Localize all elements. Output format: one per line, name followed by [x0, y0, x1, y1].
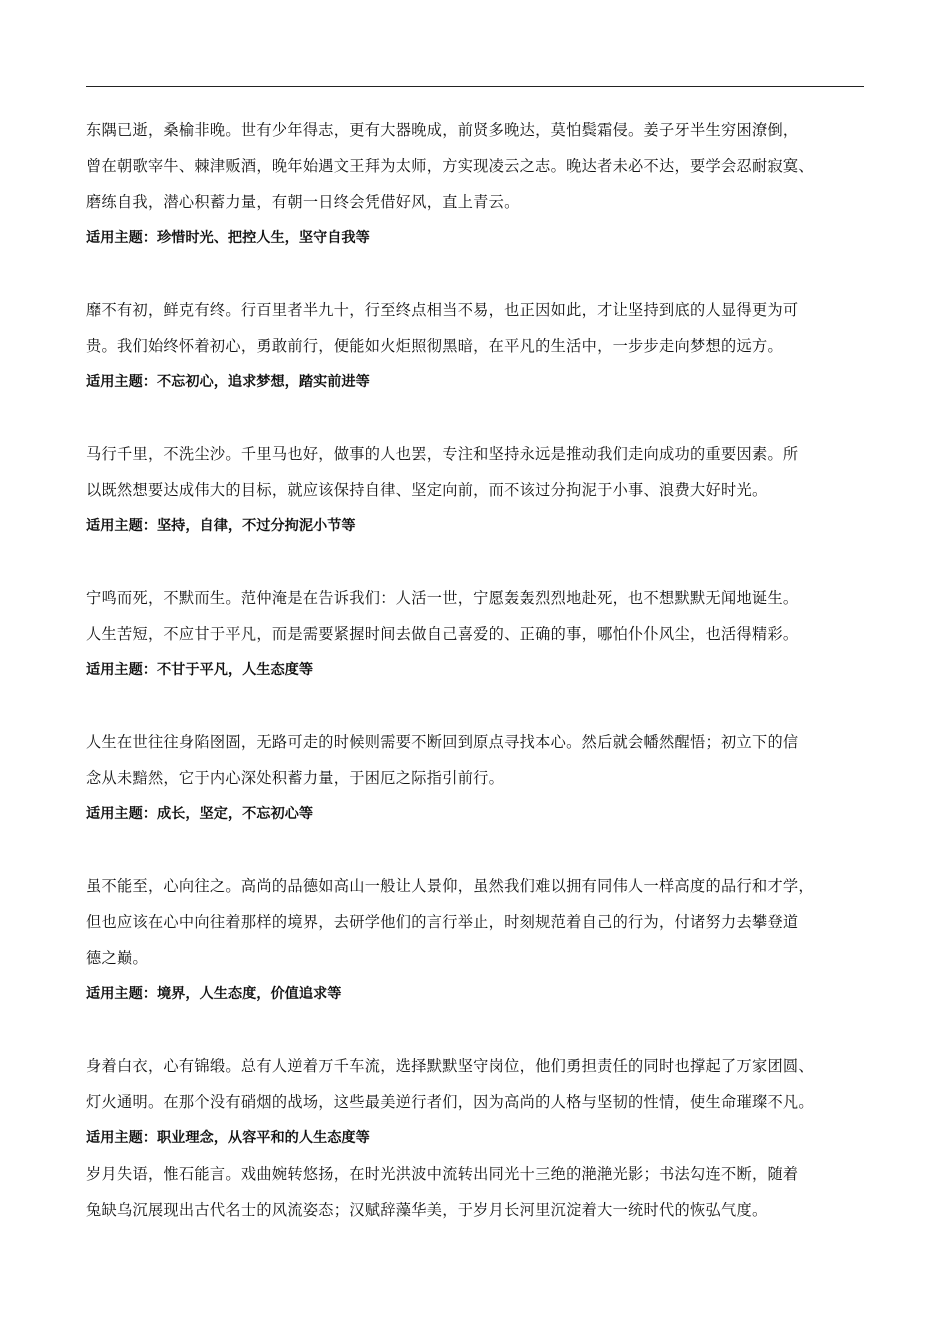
- paragraph-5: 人生在世往往身陷囹圄，无路可走的时候则需要不断回到原点寻找本心。然后就会幡然醒悟；初立下的信 念从未黯然，它于内心深处积蓄力量，于困厄之际指引前行。: [86, 733, 799, 787]
- theme-line-2: 适用主题：不忘初心，追求梦想，踏实前进等: [86, 374, 370, 390]
- theme-line-7: 适用主题：职业理念，从容平和的人生态度等: [86, 1130, 370, 1146]
- document-body: [86, 112, 876, 1228]
- paragraph-7: 身着白衣，心有锦缎。总有人逆着万千车流，选择默默坚守岗位，他们勇担责任的同时也撑起了万家团圆、 灯火通明。在那个没有硝烟的战场，这些最美逆行者们，因为高尚的人格与坚韧的性情，使生命璀璨不凡。: [86, 1057, 814, 1111]
- theme-line-3: 适用主题：坚持，自律，不过分拘泥小节等: [86, 518, 356, 534]
- theme-line-5: 适用主题：成长，坚定，不忘初心等: [86, 806, 314, 822]
- paragraph-6: 虽不能至，心向往之。高尚的品德如高山一般让人景仰，虽然我们难以拥有同伟人一样高度的品行和才学， 但也应该在心中向往着那样的境界，去研学他们的言行举止，时刻规范着自己的行为，付诸努力去攀登道 德之巅。: [86, 877, 814, 967]
- theme-line-4: 适用主题：不甘于平凡，人生态度等: [86, 662, 314, 678]
- paragraph-1: 东隅已逝，桑榆非晚。世有少年得志，更有大器晚成，前贤多晚达，莫怕鬓霜侵。姜子牙半生穷困潦倒， 曾在朝歌宰牛、棘津贩酒，晚年始遇文王拜为太师，方实现凌云之志。晚达者未必不达，要学会忍耐寂寞、 磨练自我，潜心积蓄力量，有朝一日终会凭借好风，直上青云。: [86, 121, 814, 211]
- paragraph-2: 靡不有初，鲜克有终。行百里者半九十，行至终点相当不易，也正因如此，才让坚持到底的人显得更为可 贵。我们始终怀着初心，勇敢前行，便能如火炬照彻黑暗，在平凡的生活中，一步步走向梦想的远方。: [86, 301, 799, 355]
- paragraph-8: 岁月失语，惟石能言。戏曲婉转悠扬，在时光洪波中流转出同光十三绝的滟滟光影；书法勾连不断，随着 兔缺乌沉展现出古代名士的风流姿态；汉赋辞藻华美，于岁月长河里沉淀着大一统时代的恢弘气度。: [86, 1165, 799, 1219]
- theme-line-6: 适用主题：境界，人生态度，价值追求等: [86, 986, 342, 1002]
- paragraph-4: 宁鸣而死，不默而生。范仲淹是在告诉我们：人活一世，宁愿轰轰烈烈地赴死，也不想默默无闻地诞生。 人生苦短，不应甘于平凡，而是需要紧握时间去做自己喜爱的、正确的事，哪怕仆仆风尘，也活得精彩。: [86, 589, 799, 643]
- header-rule: [86, 86, 864, 87]
- theme-line-1: 适用主题：珍惜时光、把控人生，坚守自我等: [86, 230, 370, 246]
- paragraph-3: 马行千里，不洗尘沙。千里马也好，做事的人也罢，专注和坚持永远是推动我们走向成功的重要因素。所 以既然想要达成伟大的目标，就应该保持自律、坚定向前，而不该过分拘泥于小事、浪费大好时光。: [86, 445, 799, 499]
